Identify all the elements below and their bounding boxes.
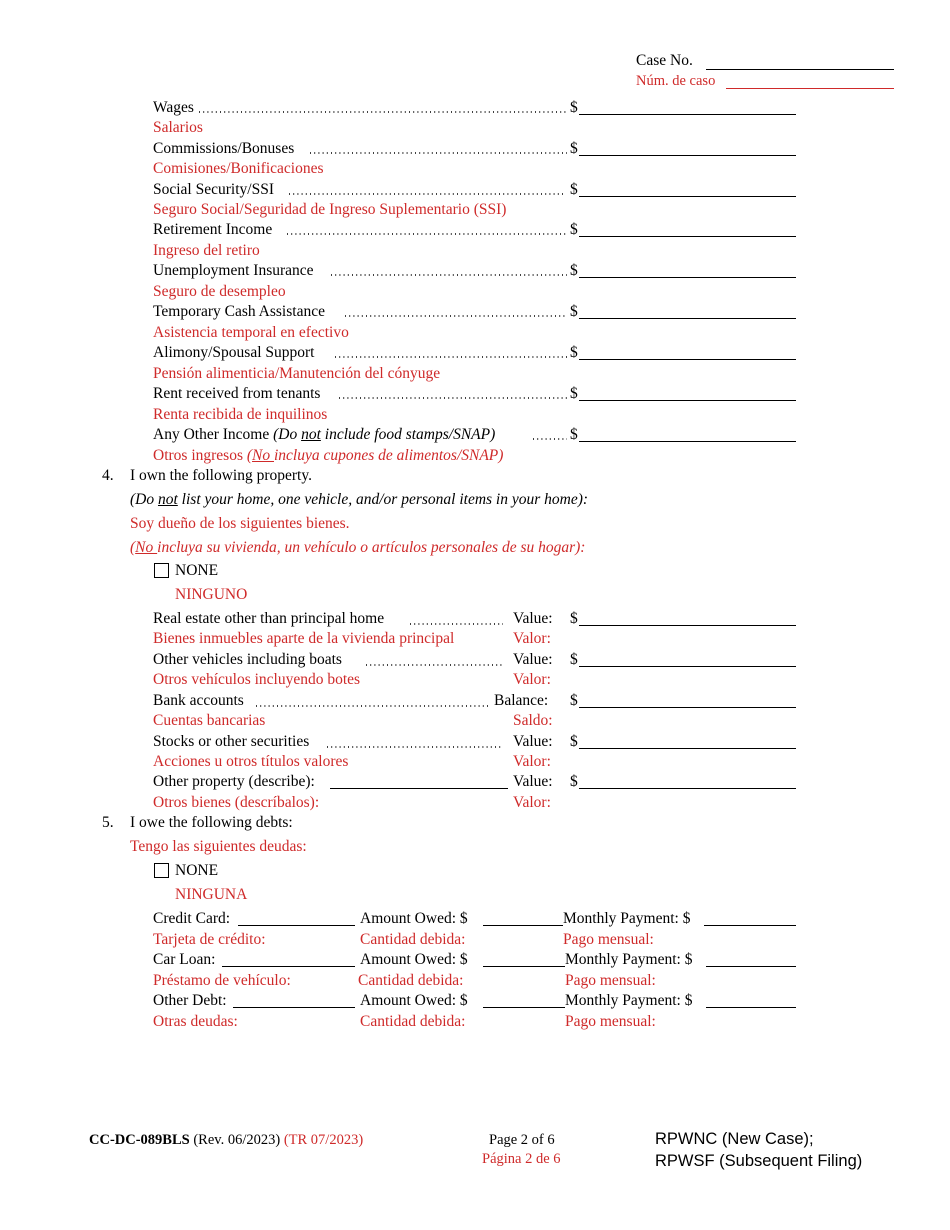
section-4-note-es: (No incluya su vivienda, un vehículo o artículos personales de su hogar): (130, 539, 586, 556)
debt-description-field[interactable] (233, 1007, 355, 1008)
debt-label-es: Otras deudas: (153, 1013, 238, 1030)
income-label-es: Ingreso del retiro (153, 242, 260, 259)
dollar-sign: $ (570, 733, 578, 750)
amount-owed-label: Amount Owed: $ (360, 951, 468, 968)
dollar-sign: $ (570, 140, 578, 157)
property-label: Stocks or other securities (153, 733, 310, 750)
dollar-sign: $ (570, 99, 578, 116)
amount-owed-field[interactable] (483, 966, 565, 967)
monthly-payment-field[interactable] (706, 966, 796, 967)
section-4-title: I own the following property. (130, 467, 312, 484)
property-label-es: Bienes inmuebles aparte de la vivienda principal (153, 630, 455, 647)
property-label-es: Acciones u otros títulos valores (153, 753, 349, 770)
monthly-payment-label-es: Pago mensual: (563, 931, 654, 948)
value-label-es: Valor: (513, 794, 551, 811)
dollar-sign: $ (570, 221, 578, 238)
property-value-field[interactable] (579, 748, 796, 749)
monthly-payment-field[interactable] (706, 1007, 796, 1008)
property-label-es: Otros vehículos incluyendo botes (153, 671, 361, 688)
income-label: Social Security/SSI (153, 181, 274, 198)
income-label: Wages (153, 99, 194, 116)
value-label: Value: (513, 733, 553, 750)
debt-label-es: Préstamo de vehículo: (153, 972, 291, 989)
section-4-number: 4. (102, 467, 114, 484)
other-property-label: Other property (describe): (153, 773, 315, 790)
dollar-sign: $ (570, 344, 578, 361)
property-value-field[interactable] (579, 666, 796, 667)
income-label-es: Renta recibida de inquilinos (153, 406, 328, 423)
other-income-amount-field[interactable] (579, 441, 796, 442)
filing-code-subsequent: RPWSF (Subsequent Filing) (655, 1152, 863, 1170)
value-label-es: Valor: (513, 630, 551, 647)
income-label: Unemployment Insurance (153, 262, 314, 279)
property-label: Bank accounts (153, 692, 244, 709)
page-number-es: Página 2 de 6 (482, 1151, 561, 1167)
property-value-field[interactable] (579, 707, 796, 708)
amount-owed-label: Amount Owed: $ (360, 992, 468, 1009)
monthly-payment-label-es: Pago mensual: (565, 972, 656, 989)
debts-none-label-es: NINGUNA (175, 886, 248, 903)
dollar-sign: $ (570, 692, 578, 709)
section-4-title-es: Soy dueño de los siguientes bienes. (130, 515, 350, 532)
monthly-payment-label: Monthly Payment: $ (563, 910, 691, 927)
amount-owed-label-es: Cantidad debida: (358, 972, 464, 989)
debt-label: Car Loan: (153, 951, 216, 968)
amount-owed-label-es: Cantidad debida: (360, 931, 466, 948)
income-label: Rent received from tenants (153, 385, 321, 402)
section-5-title-es: Tengo las siguientes deudas: (130, 838, 307, 855)
other-income-label: Any Other Income (Do not include food stamps/SNAP) (153, 426, 496, 443)
value-label: Value: (513, 651, 553, 668)
property-none-label-es: NINGUNO (175, 586, 248, 603)
dollar-sign: $ (570, 181, 578, 198)
dollar-sign: $ (570, 385, 578, 402)
other-property-label-es: Otros bienes (descríbalos): (153, 794, 320, 811)
monthly-payment-field[interactable] (704, 925, 796, 926)
other-income-label-es: Otros ingresos (No incluya cupones de alimentos/SNAP) (153, 447, 504, 464)
other-property-description-field[interactable] (330, 788, 508, 789)
debt-label: Other Debt: (153, 992, 227, 1009)
balance-label: Balance: (494, 692, 549, 709)
property-value-field[interactable] (579, 625, 796, 626)
property-label-es: Cuentas bancarias (153, 712, 266, 729)
value-label: Value: (513, 773, 553, 790)
debt-label: Credit Card: (153, 910, 231, 927)
debt-label-es: Tarjeta de crédito: (153, 931, 266, 948)
page-number: Page 2 of 6 (489, 1132, 555, 1148)
income-label-es: Pensión alimenticia/Manutención del cónyuge (153, 365, 441, 382)
case-no-label: Case No. (636, 52, 693, 69)
section-4-note: (Do not list your home, one vehicle, and/or personal items in your home): (130, 491, 589, 508)
other-property-value-field[interactable] (579, 788, 796, 789)
income-label-es: Salarios (153, 119, 203, 136)
case-no-label-es: Núm. de caso (636, 73, 716, 89)
value-label: Value: (513, 610, 553, 627)
property-label: Other vehicles including boats (153, 651, 342, 668)
property-none-label: NONE (175, 562, 219, 579)
monthly-payment-label: Monthly Payment: $ (565, 951, 693, 968)
dollar-sign: $ (570, 651, 578, 668)
income-label: Temporary Cash Assistance (153, 303, 325, 320)
income-label: Alimony/Spousal Support (153, 344, 315, 361)
dollar-sign: $ (570, 773, 578, 790)
amount-owed-field[interactable] (483, 925, 563, 926)
dollar-sign: $ (570, 610, 578, 627)
form-id: CC-DC-089BLS (Rev. 06/2023) (TR 07/2023) (89, 1132, 364, 1148)
income-label: Retirement Income (153, 221, 273, 238)
debts-none-label: NONE (175, 862, 219, 879)
amount-owed-label-es: Cantidad debida: (360, 1013, 466, 1030)
income-label: Commissions/Bonuses (153, 140, 295, 157)
value-label-es: Valor: (513, 671, 551, 688)
amount-owed-label: Amount Owed: $ (360, 910, 468, 927)
balance-label-es: Saldo: (513, 712, 553, 729)
monthly-payment-label: Monthly Payment: $ (565, 992, 693, 1009)
monthly-payment-label-es: Pago mensual: (565, 1013, 656, 1030)
dollar-sign: $ (570, 426, 578, 443)
property-label: Real estate other than principal home (153, 610, 385, 627)
section-5-title: I owe the following debts: (130, 814, 293, 831)
section-5-number: 5. (102, 814, 114, 831)
dollar-sign: $ (570, 303, 578, 320)
dollar-sign: $ (570, 262, 578, 279)
income-label-es: Seguro de desempleo (153, 283, 286, 300)
income-label-es: Asistencia temporal en efectivo (153, 324, 349, 341)
income-label-es: Seguro Social/Seguridad de Ingreso Suplementario (SSI) (153, 201, 507, 218)
debt-description-field[interactable] (222, 966, 355, 967)
filing-code-new-case: RPWNC (New Case); (655, 1130, 814, 1148)
amount-owed-field[interactable] (483, 1007, 565, 1008)
debts-none-checkbox[interactable] (154, 863, 169, 878)
property-none-checkbox[interactable] (154, 563, 169, 578)
debt-description-field[interactable] (238, 925, 355, 926)
value-label-es: Valor: (513, 753, 551, 770)
income-label-es: Comisiones/Bonificaciones (153, 160, 324, 177)
